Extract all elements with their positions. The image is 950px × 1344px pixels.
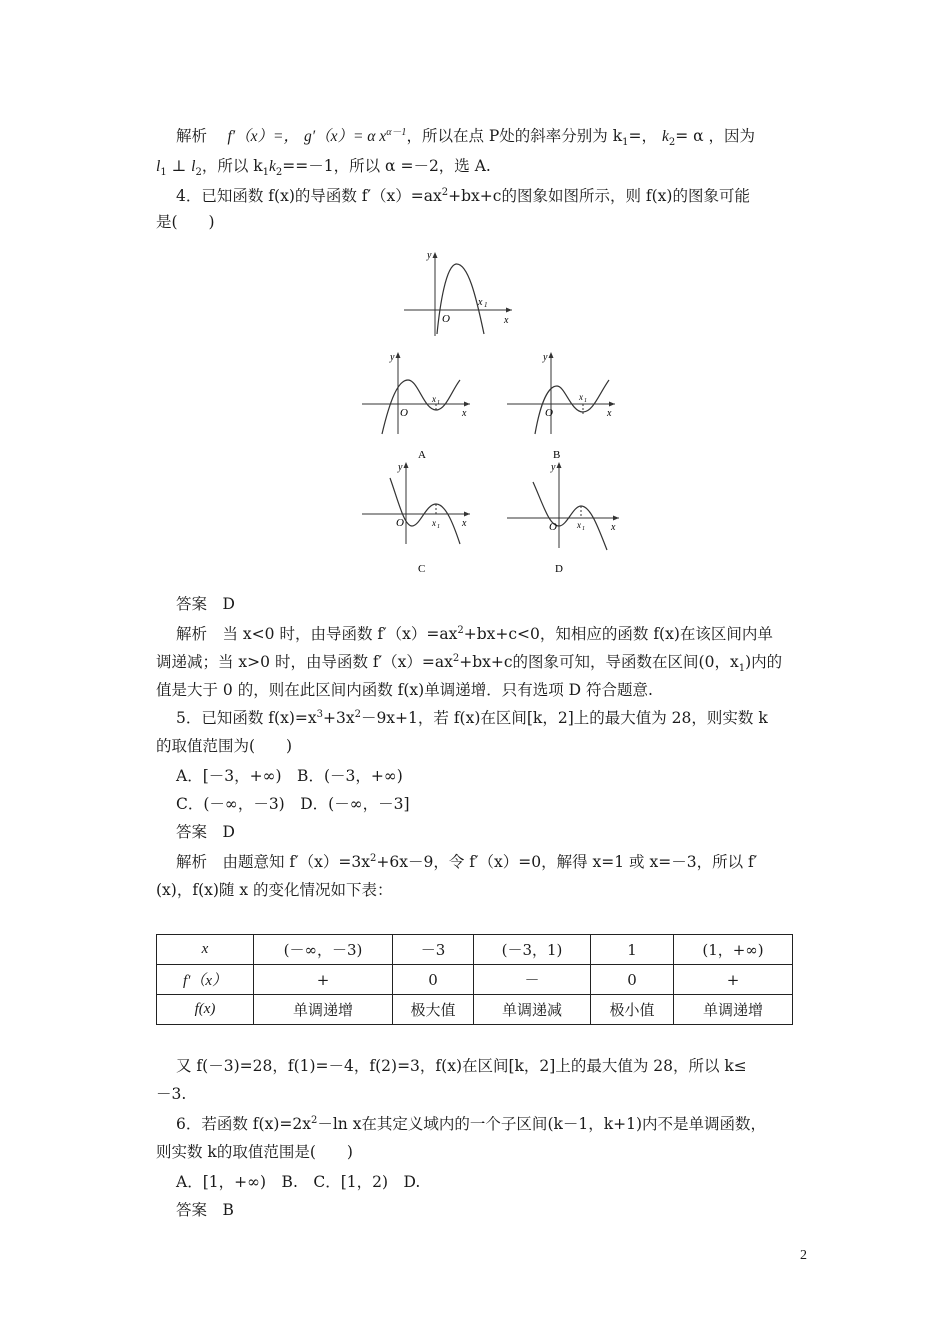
q6-answer: 答案 B [176, 1201, 234, 1219]
q6-options[interactable]: A．[1，+∞) B. C．[1，2) D. [176, 1173, 421, 1191]
table-cell: 1 [591, 935, 674, 965]
slope-text: ，所以在点 P处的斜率分别为 k [406, 127, 623, 145]
so-text: ，所以 k [201, 157, 263, 175]
q5-solution-line1 [176, 852, 757, 875]
b-x-label: x [607, 408, 612, 419]
q5-sol-1a: 解析 由题意知 f′（x）=3x [176, 853, 371, 871]
table-cell: 0 [591, 965, 674, 995]
option-c-caption: C [418, 563, 426, 575]
l1-subscript: 1 [160, 167, 167, 178]
main-x1-label: x [478, 297, 483, 308]
d-x-label: x [611, 522, 616, 533]
q4-sol-2b: +bx+c的图象可知，导函数在区间(0，x [459, 653, 739, 671]
q4-sol-square: 2 [457, 625, 464, 636]
main-x-label: x [504, 315, 509, 326]
d-x1-subscript: 1 [582, 526, 585, 532]
k2-symbol: k [661, 128, 669, 145]
q4-solution-line1 [176, 624, 773, 647]
table-cell: 单调递增 [674, 995, 793, 1025]
table-cell: f′（x） [157, 965, 254, 995]
option-d-caption: D [555, 563, 563, 575]
c-x-label: x [462, 518, 467, 529]
table-cell: (1，+∞) [674, 935, 793, 965]
table-cell: f(x) [157, 995, 254, 1025]
square-superscript: 2 [441, 187, 449, 198]
table-cell: － [474, 965, 591, 995]
table-cell: 极小值 [591, 995, 674, 1025]
q5-stem-c: －9x+1，若 f(x)在区间[k，2]上的最大值为 28，则实数 k [360, 709, 768, 727]
q5-stem-line1 [176, 708, 768, 731]
perp-symbol: ⊥ [171, 157, 187, 175]
kk1-subscript: 1 [262, 167, 270, 178]
q5-sol-square: 2 [370, 853, 377, 864]
q5-options-cd[interactable]: C．(－∞，－3) D．(－∞，－3] [176, 795, 410, 813]
b-x1-subscript: 1 [584, 398, 587, 404]
q5-answer: 答案 D [176, 823, 235, 841]
table-cell: (－3，1) [474, 935, 591, 965]
b-y-label: y [543, 352, 548, 363]
k2-equals: = α ，因为 [675, 127, 756, 145]
d-y-label: y [551, 462, 556, 473]
q5-after-line1: 又 f(－3)=28，f(1)=－4，f(2)=3，f(x)在区间[k，2]上的最大值为 28，所以 k≤ [176, 1057, 747, 1075]
k1-subscript: 1 [622, 137, 629, 148]
b-x1-label: x [579, 392, 583, 402]
q4-solution-line3: 值是大于 0 的，则在此区间内函数 f(x)单调递增．只有选项 D 符合题意. [156, 681, 653, 699]
kk-symbol: k [269, 158, 276, 175]
q4-solution-line2 [156, 652, 782, 675]
page-number: 2 [800, 1248, 807, 1263]
a-x1-subscript: 1 [437, 400, 440, 406]
option-a-caption: A [418, 449, 426, 461]
table-row [157, 965, 793, 995]
q4-sol-2a: 调递减；当 x>0 时，由导函数 f′（x）=ax [156, 653, 453, 671]
l2-symbol: l [191, 158, 196, 175]
q5-square-superscript: 2 [354, 709, 361, 720]
fprime-expression: f′（x）=， [227, 128, 299, 145]
q3-solution-line1 [176, 126, 755, 149]
q5-cube-superscript: 3 [316, 709, 323, 720]
q5-options-ab[interactable]: A．[－3，+∞) B．(－3，+∞) [176, 767, 403, 785]
q4-stem-a: 4．已知函数 f(x)的导函数 f′（x）=ax [176, 187, 442, 205]
option-b-graph[interactable] [505, 350, 620, 466]
table-cell: (－∞，－3) [254, 935, 393, 965]
table-row [157, 995, 793, 1025]
q3-solution-line2 [156, 156, 491, 179]
c-y-label: y [398, 462, 403, 473]
q5-stem-line2: 的取值范围为( ) [156, 737, 293, 755]
a-origin-label: O [400, 407, 408, 419]
q4-sol-1b: +bx+c<0，知相应的函数 f(x)在该区间内单 [463, 625, 773, 643]
l1-symbol: l [156, 158, 161, 175]
kk2-subscript: 2 [275, 167, 283, 178]
main-y-label: y [427, 250, 432, 261]
q6-stem-line2: 则实数 k的取值范围是( ) [156, 1143, 353, 1161]
q5-after-line2: －3. [156, 1085, 187, 1103]
option-c-graph[interactable] [360, 460, 475, 580]
table-cell: －3 [393, 935, 474, 965]
d-x1-label: x [577, 520, 581, 530]
variation-table [156, 934, 793, 1025]
q6-stem-a: 6．若函数 f(x)=2x [176, 1115, 311, 1133]
a-x-label: x [462, 408, 467, 419]
q4-sol-1a: 解析 当 x<0 时，由导函数 f′（x）=ax [176, 625, 458, 643]
b-origin-label: O [545, 407, 553, 419]
q4-answer: 答案 D [176, 595, 235, 613]
k2-subscript: 2 [668, 137, 676, 148]
table-cell: 单调递增 [254, 995, 393, 1025]
table-cell: 0 [393, 965, 474, 995]
q6-stem-line1 [176, 1114, 766, 1137]
q5-solution-line2: (x)，f(x)随 x 的变化情况如下表： [156, 881, 393, 899]
table-cell: + [254, 965, 393, 995]
c-x1-label: x [432, 518, 436, 528]
d-origin-label: O [549, 521, 557, 533]
gprime-expression: g′（x）= α x [303, 128, 387, 145]
table-cell: + [674, 965, 793, 995]
option-d-graph[interactable] [505, 460, 623, 580]
q4-sol-x1-sub: 1 [738, 663, 746, 674]
q6-stem-b: －ln x在其定义域内的一个子区间(k－1，k+1)内不是单调函数， [317, 1115, 767, 1133]
solution-label: 解析 [176, 127, 208, 145]
q5-stem-a: 5．已知函数 f(x)=x [176, 709, 317, 727]
c-x1-subscript: 1 [437, 524, 440, 530]
a-y-label: y [390, 352, 395, 363]
q5-sol-1b: +6x－9，令 f′（x）=0，解得 x=1 或 x=－3，所以 f′ [376, 853, 758, 871]
k1-equals: =， [628, 127, 657, 145]
l2-subscript: 2 [195, 167, 202, 178]
q4-stem-line1 [176, 186, 750, 209]
q5-stem-b: +3x [322, 709, 355, 727]
derivative-graph-figure [400, 244, 520, 344]
q4-stem-b: +bx+c的图象如图所示，则 f(x)的图象可能 [448, 187, 750, 205]
q4-sol-2c: )内的 [745, 653, 783, 671]
table-row [157, 935, 793, 965]
option-a-graph[interactable] [360, 350, 475, 466]
table-cell: 单调递减 [474, 995, 591, 1025]
table-cell: 极大值 [393, 995, 474, 1025]
q4-sol-square-2: 2 [452, 653, 460, 664]
q4-stem-line2: 是( ) [156, 213, 215, 231]
main-origin-label: O [442, 313, 450, 325]
gprime-exponent: α－1 [386, 127, 407, 138]
conclusion-text: ==－1，所以 α =－2，选 A. [282, 157, 491, 175]
table-cell: x [157, 935, 254, 965]
main-x1-subscript: 1 [484, 301, 488, 309]
q6-square-superscript: 2 [310, 1115, 318, 1126]
c-origin-label: O [396, 517, 404, 529]
option-b-caption: B [553, 449, 561, 461]
a-x1-label: x [432, 394, 436, 404]
